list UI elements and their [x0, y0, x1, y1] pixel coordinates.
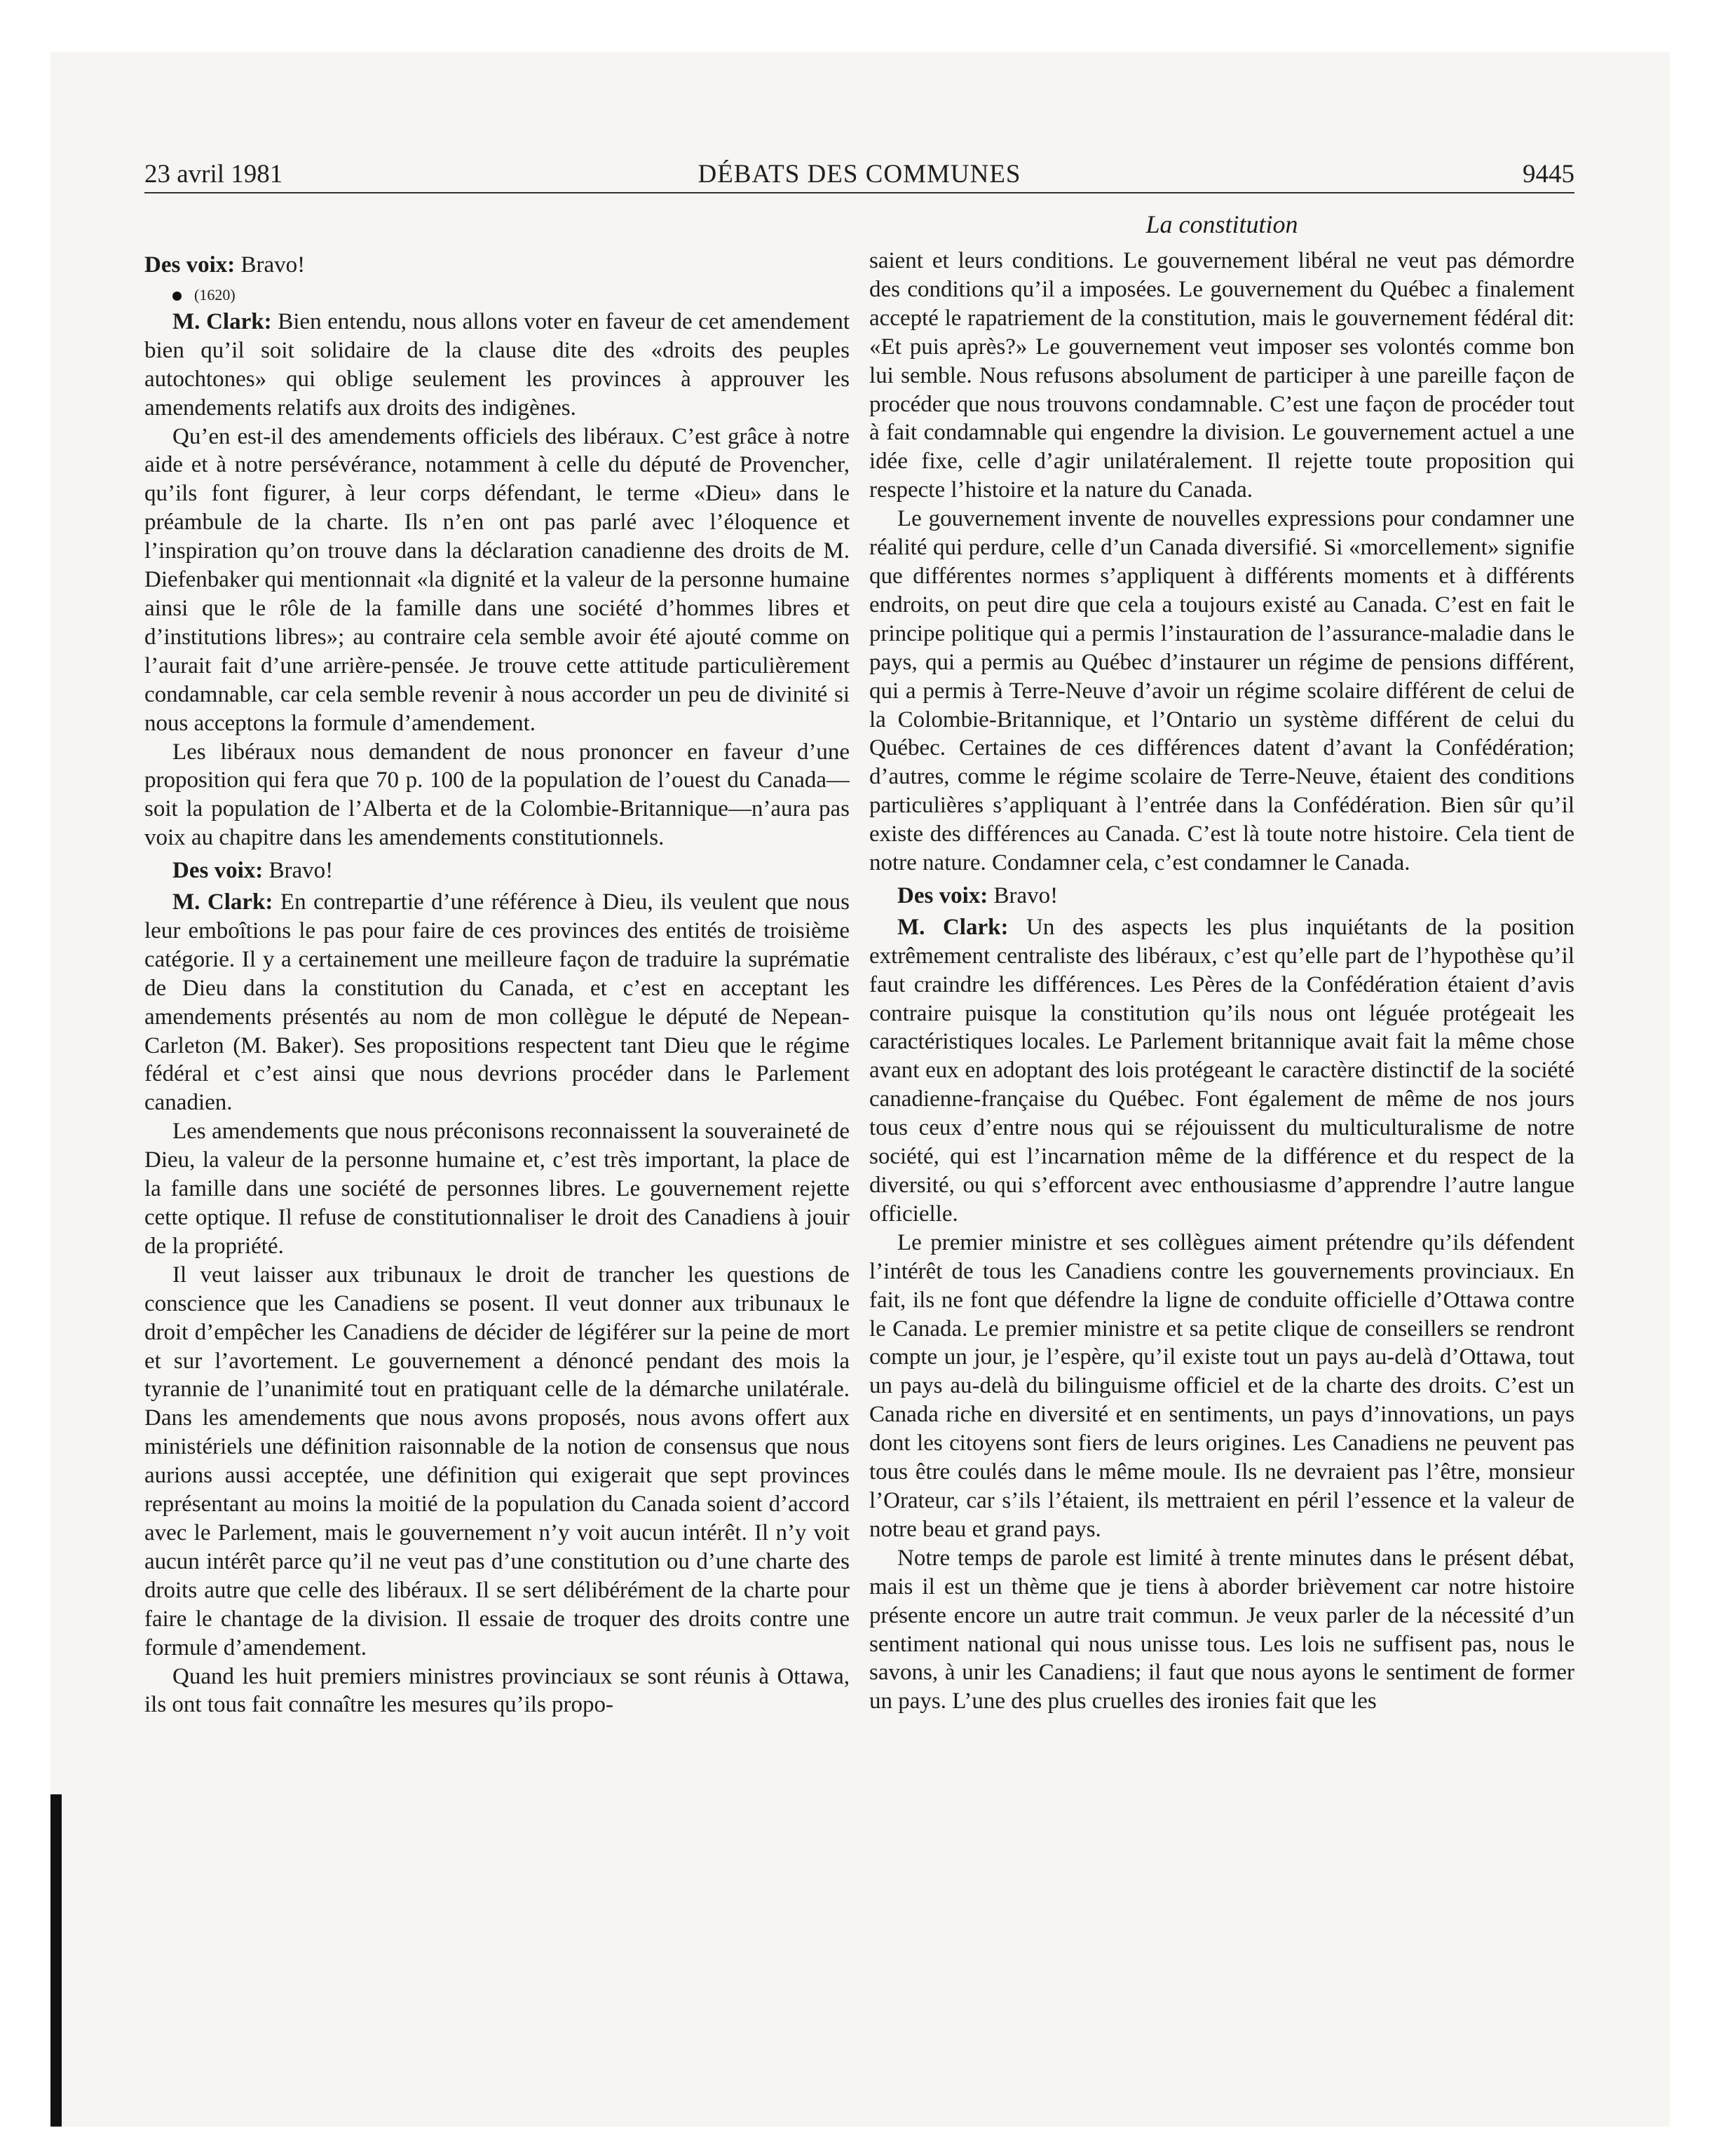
paragraph: Les libéraux nous demandent de nous prononcer en faveur d’une proposition qui fera que 70 p. 100 de la population de l’ouest du Canada—soit la population de l’Alberta et de la Colombie-Britannique—n’aura pas voix au chapitre dans les amendements constitutionnels. — [144, 739, 850, 851]
speech-text: Bravo! — [235, 252, 306, 278]
header-date: 23 avril 1981 — [144, 160, 283, 189]
timestamp-text: (1620) — [194, 285, 236, 303]
bullet-icon — [172, 292, 182, 301]
paragraph — [144, 251, 850, 280]
paragraph: Notre temps de parole est limité à trente minutes dans le présent débat, mais il est un thème que je tiens à aborder brièvement car notre histoire présente encore un autre trait commun. Je veux parler de la nécessité d’un sentiment national qui nous unisse tous. Les lois ne suffisent pas, nous le savons, à unir les Canadiens; il faut que nous ayons le sentiment de former un pays. L’une des plus cruelles des ironies fait que les — [869, 1545, 1574, 1714]
speech-text: Bien entendu, nous allons voter en faveur de cet amendement bien qu’il soit solidaire de la clause dite des «droits des peuples autochtones» qui oblige seulement les provinces à approuver les amendements relatifs aux droits des indigènes. — [144, 308, 850, 421]
speech-text: Bravo! — [263, 858, 334, 884]
speech-text: En contrepartie d’une référence à Dieu, ils veulent que nous leur emboîtions le pas pour faire de ces provinces des entités de troisième catégorie. Il y a certainement une meilleure façon de traduire la suprématie de Dieu dans la constitution du Canada, et c’est en acceptant les amendements présentés au nom de mon collègue le député de Nepean-Carleton (M. Baker). Ses propositions respectent tant Dieu que le régime fédéral et c’est ainsi que nous devrions procéder dans le Parlement canadien. — [144, 889, 850, 1116]
speaker-name: Des voix: — [172, 858, 264, 884]
binding-shadow — [50, 1794, 62, 2127]
header-title: DÉBATS DES COMMUNES — [698, 160, 1021, 189]
speaker-name: Des voix: — [897, 882, 988, 908]
paragraph: Il veut laisser aux tribunaux le droit de trancher les questions de conscience que les Canadiens se posent. Il veut donner aux tribunaux le droit d’empêcher les Canadiens de décider de légiférer sur la peine de mort et sur l’avortement. Le gouvernement a dénoncé pendant des mois la tyrannie de l’unanimité tout en pratiquant celle de la démarche unilatérale. Dans les amendements que nous avons proposés, nous avons offert aux ministériels une définition raisonnable de la notion de consensus que nous aurions aussi acceptée, une définition qui exigerait que sept provinces représentant au moins la moitié de la population du Canada soient d’accord avec le Parlement, mais le gouvernement n’y voit aucun intérêt. Il n’y voit aucun intérêt parce qu’il ne veut pas d’une constitution ou d’une charte des droits autre que celle des libéraux. Il se sert délibérément de la charte pour faire le chantage de la division. Il essaie de troquer des droits contre une formule d’amendement. — [144, 1262, 850, 1660]
paragraph: saient et leurs conditions. Le gouvernement libéral ne veut pas démordre des conditions qu’il a imposées. Le gouvernement du Québec a finalement accepté le rapatriement de la constitution, mais le gouvernement fédéral dit: «Et puis après?» Le gouvernement veut imposer ses volontés comme bon lui semble. Nous refusons absolument de participer à une pareille façon de procéder que nous trouvons condamnable. C’est une façon de procéder tout à fait condamnable qui engendre la division. Le gouvernement actuel a une idée fixe, celle d’agir unilatéralement. Il rejette toute proposition qui respecte l’histoire et la nature du Canada. — [869, 248, 1574, 503]
paragraph: Les amendements que nous préconisons reconnaissent la souveraineté de Dieu, la valeur de la personne humaine et, c’est très important, la place de la famille dans une société de personnes libres. Le gouvernement rejette cette optique. Il refuse de constitutionnaliser le droit des Canadiens à jouir de la propriété. — [144, 1119, 850, 1259]
paragraph: Le premier ministre et ses collègues aiment prétendre qu’ils défendent l’intérêt de tous les Canadiens contre les gouvernements provinciaux. En fait, ils ne font que défendre la ligne de conduite officielle d’Ottawa contre le Canada. Le premier ministre et sa petite clique de conseillers se rendront compte un jour, je l’espère, qu’il existe tout un pays au-delà d’Ottawa, tout un pays au-delà du bilinguisme officiel et de la charte des droits. C’est un Canada riche en diversité et en sentiments, un pays d’innovations, un pays dont les citoyens sont fiers de leurs origines. Les Canadiens ne peuvent pas tous être coulés dans le même moule. Ils ne devraient pas l’être, monsieur l’Orateur, car s’ils l’étaient, ils mettraient en péril l’essence et la valeur de notre beau et grand pays. — [869, 1229, 1574, 1542]
paragraph: Quand les huit premiers ministres provinciaux se sont réunis à Ottawa, ils ont tous fait connaître les mesures qu’ils propo- — [144, 1663, 850, 1718]
page-header — [144, 158, 1574, 191]
paragraph — [144, 857, 850, 885]
left-column — [144, 247, 850, 2069]
right-column — [869, 247, 1574, 2069]
speaker-name: M. Clark: — [172, 889, 273, 915]
paragraph: Qu’en est-il des amendements officiels des libéraux. C’est grâce à notre aide et à notre persévérance, notamment à celle du député de Provencher, qu’ils font figurer, à leur corps défendant, le terme «Dieu» dans le préambule de la charte. Ils n’en ont pas parlé avec l’éloquence et l’inspiration qu’on trouve dans la déclaration canadienne des droits de M. Diefenbaker qui mentionnait «la dignité et la valeur de la personne humaine ainsi que le rôle de la famille dans une société d’hommes libres et d’institutions libres»; au contraire cela semble avoir été ajouté comme on l’aurait fait d’une arrière-pensée. Je trouve cette attitude particulièrement condamnable, car cela semble revenir à nous accorder un peu de divinité si nous acceptons la formule d’amendement. — [144, 423, 850, 736]
speaker-name: Des voix: — [144, 252, 236, 278]
speech-text: Un des aspects les plus inquiétants de la position extrêmement centraliste des libéraux, c’est qu’elle part de l’hypothèse qu’il faut craindre les différences. Les Pères de la Confédération étaient d’avis contraire puisque la constitution qu’ils nous ont léguée protégeait les caractéristiques locales. Le Parlement britannique avait fait la même chose avant eux en adoptant des lois protégeant le caractère distinctif de la société canadienne-française du Québec. Font également de même de nos jours tous ceux d’entre nous qui se réjouissent du multiculturalisme de notre société, qui est l’incarnation même de la différence et du respect de la diversité, ou qui s’efforcent avec enthousiasme d’apprendre l’autre langue officielle. — [869, 914, 1574, 1227]
speaker-name: M. Clark: — [897, 914, 1009, 940]
header-rule — [144, 192, 1574, 193]
speech-text: Bravo! — [988, 882, 1059, 908]
timestamp — [144, 282, 850, 308]
paragraph — [869, 913, 1574, 1229]
section-subheading: La constitution — [1145, 210, 1298, 238]
paragraph: Le gouvernement invente de nouvelles expressions pour condamner une réalité qui perdure, celle d’un Canada diversifié. Si «morcellement» signifie que différentes normes s’appliquent à différents moments et à différents endroits, on peut dire que cela a toujours existé au Canada. C’est en fait le principe politique qui a permis l’instauration de l’assurance-maladie dans le pays, qui a permis au Québec d’instaurer un régime de pensions différent, qui a permis à Terre-Neuve d’avoir un régime scolaire différent de celui de la Colombie-Britannique, et l’Ontario un système différent de celui du Québec. Certaines de ces différences datent d’avant la Confédération; d’autres, comme le régime scolaire de Terre-Neuve, étaient des conditions particulières s’appliquant à l’entrée dans la Confédération. Bien sûr qu’il existe des différences au Canada. C’est là toute notre histoire. Cela tient de notre nature. Condamner cela, c’est condamner le Canada. — [869, 506, 1574, 876]
paragraph — [144, 308, 850, 423]
paragraph — [144, 888, 850, 1117]
paragraph — [869, 882, 1574, 910]
speaker-name: M. Clark: — [172, 308, 272, 334]
page-number: 9445 — [1523, 160, 1574, 189]
